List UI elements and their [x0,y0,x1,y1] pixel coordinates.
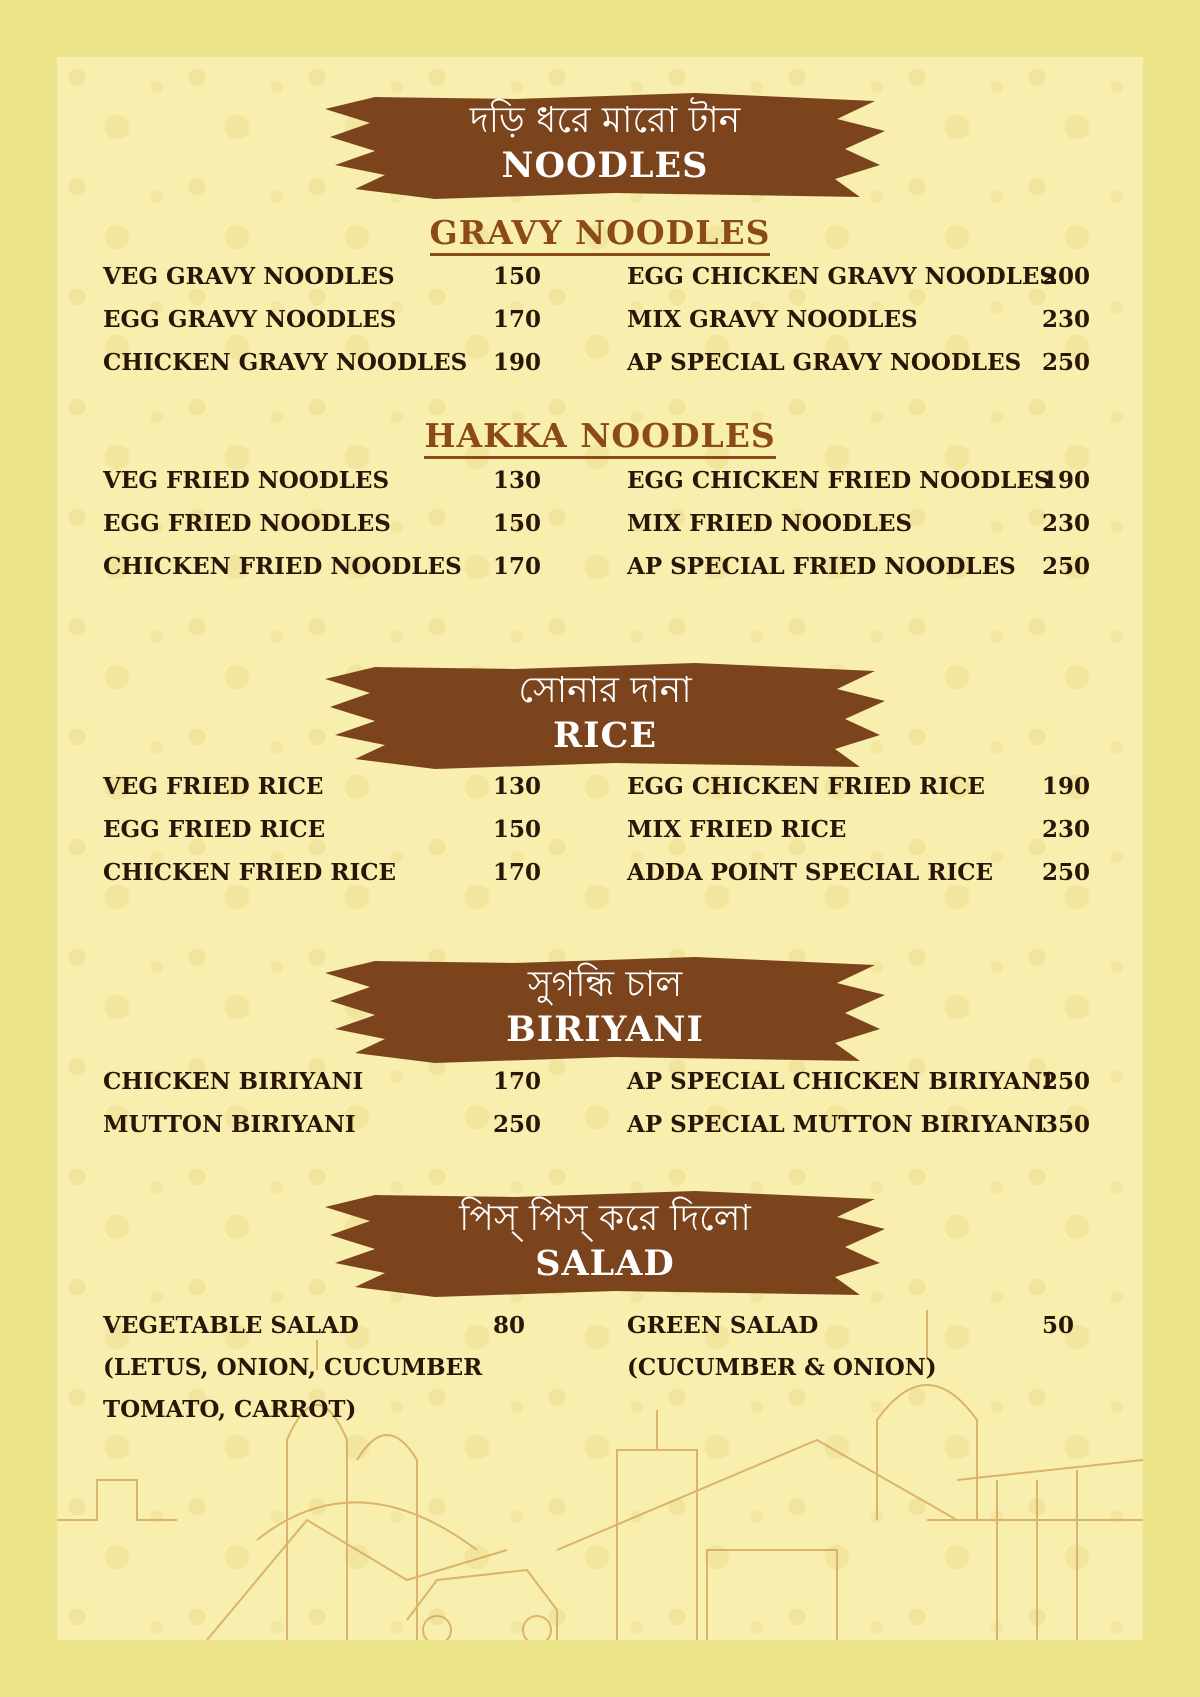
noodles-banner [315,79,895,209]
item-name: ADDA POINT SPECIAL RICE [627,859,994,886]
item-price: 230 [1042,510,1091,537]
menu-item [627,510,1127,550]
item-name: AP SPECIAL GRAVY NOODLES [627,349,1022,376]
item-price: 80 [493,1312,526,1339]
item-price: 250 [1042,1068,1091,1095]
item-price: 190 [1042,467,1091,494]
rice-bengali-title: সোনার দানা [518,670,692,711]
biriyani-title: BIRIYANI [506,1009,704,1050]
item-description: TOMATO, CARROT) [103,1396,357,1423]
menu-item [627,467,1127,507]
menu-item [627,859,1127,899]
item-name: MIX FRIED RICE [627,816,847,843]
item-name: MUTTON BIRIYANI [103,1111,356,1138]
item-price: 200 [1042,263,1091,290]
menu-item [627,306,1127,346]
item-name: CHICKEN GRAVY NOODLES [103,349,468,376]
biriyani-banner [315,943,895,1073]
item-name: MIX GRAVY NOODLES [627,306,918,333]
item-name: VEG FRIED RICE [103,773,324,800]
item-price: 250 [1042,349,1091,376]
hakka-noodles-heading [57,416,1143,455]
item-name: CHICKEN BIRIYANI [103,1068,364,1095]
menu-card [57,57,1143,1640]
menu-item [103,510,563,550]
item-price: 130 [493,467,542,494]
salad-bengali-title: পিস্ পিস্ করে দিলো [459,1198,751,1239]
menu-item [103,553,563,593]
menu-item [627,1068,1127,1108]
item-price: 150 [493,263,542,290]
item-price: 190 [1042,773,1091,800]
item-price: 170 [493,306,542,333]
noodles-title: NOODLES [501,145,709,186]
salad-title: SALAD [535,1243,675,1284]
menu-item [627,553,1127,593]
menu-item [103,859,563,899]
menu-item [627,349,1127,389]
menu-item [627,1312,1127,1352]
menu-item [627,263,1127,303]
item-name: EGG CHICKEN FRIED NOODLES [627,467,1051,494]
item-price: 170 [493,859,542,886]
item-price: 250 [493,1111,542,1138]
item-name: AP SPECIAL FRIED NOODLES [627,553,1016,580]
item-name: VEG FRIED NOODLES [103,467,390,494]
menu-item [103,1111,563,1151]
item-name: EGG FRIED RICE [103,816,326,843]
item-price: 170 [493,553,542,580]
menu-item [627,816,1127,856]
menu-item [103,1068,563,1108]
menu-item [103,467,563,507]
item-name: CHICKEN FRIED NOODLES [103,553,462,580]
item-price: 230 [1042,816,1091,843]
menu-item [103,349,563,389]
item-name: MIX FRIED NOODLES [627,510,913,537]
gravy-noodles-heading-text: GRAVY NOODLES [430,213,771,256]
menu-item [103,1312,563,1352]
item-name: EGG GRAVY NOODLES [103,306,397,333]
item-price: 150 [493,816,542,843]
item-name: CHICKEN FRIED RICE [103,859,397,886]
hakka-noodles-heading-text: HAKKA NOODLES [424,416,775,459]
menu-item [103,816,563,856]
item-price: 250 [1042,553,1091,580]
item-price: 130 [493,773,542,800]
item-name: EGG FRIED NOODLES [103,510,391,537]
noodles-bengali-title: দড়ি ধরে মারো টান [469,100,741,141]
item-price: 230 [1042,306,1091,333]
item-name: AP SPECIAL CHICKEN BIRIYANI [627,1068,1053,1095]
item-name: VEGETABLE SALAD [103,1312,359,1339]
rice-title: RICE [553,715,657,756]
item-name: EGG CHICKEN GRAVY NOODLES [627,263,1057,290]
gravy-noodles-heading [57,213,1143,252]
item-price: 170 [493,1068,542,1095]
item-description: (CUCUMBER & ONION) [627,1354,937,1381]
biriyani-bengali-title: সুগন্ধি চাল [527,964,683,1005]
item-price: 250 [1042,859,1091,886]
item-description: (LETUS, ONION, CUCUMBER [103,1354,483,1381]
rice-banner [315,649,895,779]
menu-item [103,263,563,303]
menu-item [627,773,1127,813]
item-price: 150 [493,510,542,537]
menu-item [103,773,563,813]
menu-item [103,306,563,346]
item-name: VEG GRAVY NOODLES [103,263,395,290]
item-name: AP SPECIAL MUTTON BIRIYANI [627,1111,1046,1138]
salad-banner [315,1177,895,1307]
item-price: 190 [493,349,542,376]
item-price: 350 [1042,1111,1091,1138]
item-name: EGG CHICKEN FRIED RICE [627,773,985,800]
item-name: GREEN SALAD [627,1312,819,1339]
menu-item [627,1111,1127,1151]
item-price: 50 [1042,1312,1075,1339]
